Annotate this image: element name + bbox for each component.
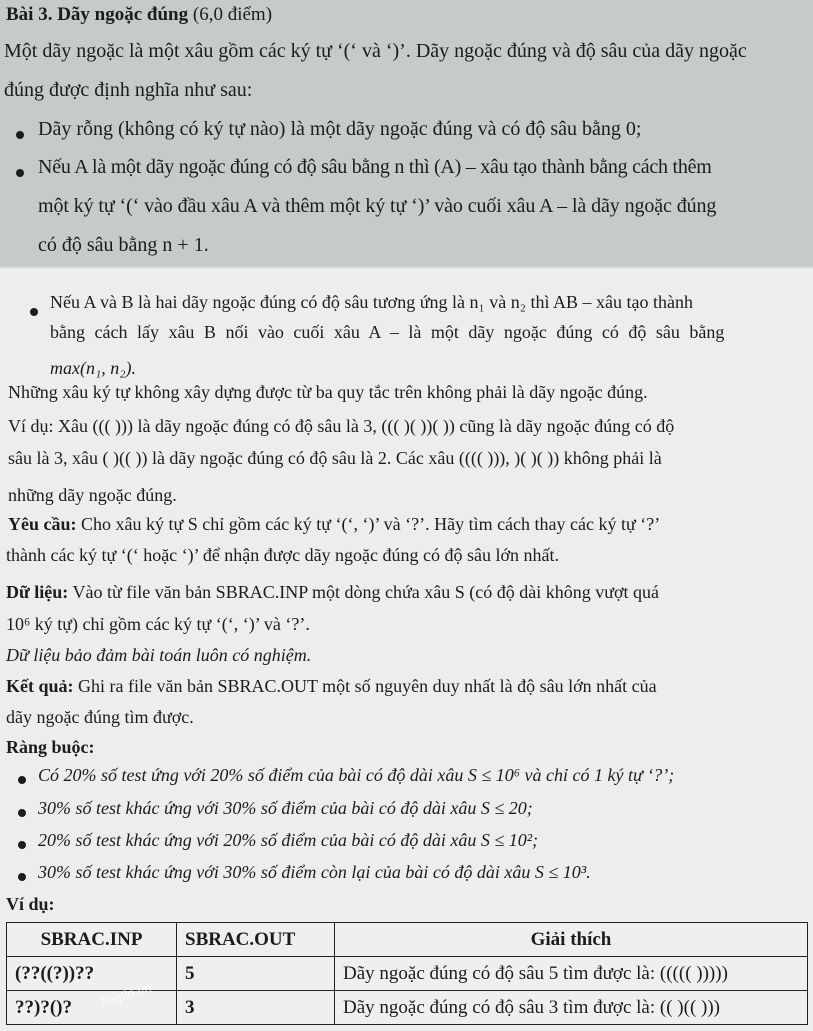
example-line-1: Ví dụ: Xâu ((( ))) là dãy ngoặc đúng có độ sâu là 3, ((( )( ))( )) cũng là dãy ngoặc đúng có độ — [8, 416, 675, 436]
table-cell: ??)?()? — [7, 991, 177, 1025]
table-cell: 5 — [177, 957, 335, 991]
table-cell: Dãy ngoặc đúng có độ sâu 3 tìm được là: (( )(( ))) — [335, 991, 808, 1025]
constraints-label: Ràng buộc: — [6, 737, 95, 757]
output-line-1: Kết quả: Ghi ra file văn bản SBRAC.OUT một số nguyên duy nhất là độ sâu lớn nhất của — [6, 676, 657, 696]
problem-title: Bài 3. Dãy ngoặc đúng (6,0 điểm) — [6, 4, 273, 25]
bullet-icon — [18, 841, 26, 849]
example-line-2: sâu là 3, xâu ( )(( )) là dãy ngoặc đúng có độ sâu là 2. Các xâu (((( ))), )( )( )) không phải là — [8, 448, 662, 468]
constraint-item: 20% số test khác ứng với 20% số điểm của bài có độ dài xâu S ≤ 10²; — [38, 830, 539, 850]
rule-wrap-line-2: một ký tự ‘(‘ vào đầu xâu A và thêm một ký tự ‘)’ vào cuối xâu A – là dãy ngoặc đúng — [38, 195, 717, 217]
constraint-item: Có 20% số test ứng với 20% số điểm của bài có độ dài xâu S ≤ 10⁶ và chỉ có 1 ký tự ‘?’; — [38, 765, 675, 785]
constraint-item: 30% số test khác ứng với 30% số điểm của bài có độ dài xâu S ≤ 20; — [38, 798, 533, 818]
table-cell: 3 — [177, 991, 335, 1025]
intro-line-2: đúng được định nghĩa như sau: — [4, 79, 253, 101]
rule-wrap-line-3: có độ sâu bằng n + 1. — [38, 234, 209, 256]
table-header-cell: SBRAC.INP — [7, 923, 177, 957]
table-header-cell: Giải thích — [335, 923, 808, 957]
bullet-icon — [30, 308, 38, 316]
constraint-item: 30% số test khác ứng với 30% số điểm còn lại của bài có độ dài xâu S ≤ 10³. — [38, 862, 591, 882]
watermark: hsgtin.vn — [98, 980, 154, 1009]
table-cell: Dãy ngoặc đúng có độ sâu 5 tìm được là: ((((( ))))) — [335, 957, 808, 991]
example-label: Ví dụ: — [6, 894, 55, 914]
bullet-icon — [18, 809, 26, 817]
output-line-2: dãy ngoặc đúng tìm được. — [6, 707, 194, 727]
input-line-2: 10⁶ ký tự) chỉ gồm các ký tự ‘(‘, ‘)’ và ‘?’. — [6, 614, 310, 634]
example-line-3: những dãy ngoặc đúng. — [8, 485, 177, 505]
bullet-icon — [18, 776, 26, 784]
requirement-line-1: Yêu cầu: Cho xâu ký tự S chỉ gồm các ký tự ‘(‘, ‘)’ và ‘?’. Hãy tìm cách thay các ký tự ‘?’ — [8, 514, 661, 534]
non-valid-note: Những xâu ký tự không xây dựng được từ ba quy tắc trên không phải là dãy ngoặc đúng. — [8, 382, 648, 402]
rule-empty: Dãy rỗng (không có ký tự nào) là một dãy ngoặc đúng và có độ sâu bằng 0; — [38, 118, 642, 140]
rule-wrap-line-1: Nếu A là một dãy ngoặc đúng có độ sâu bằng n thì (A) – xâu tạo thành bằng cách thêm — [38, 156, 712, 178]
intro-line-1: Một dãy ngoặc là một xâu gồm các ký tự ‘(‘ và ‘)’. Dãy ngoặc đúng và độ sâu của dãy ngoặc — [4, 40, 747, 62]
rule-concat-line-2: bằng cách lấy xâu B nối vào cuối xâu A – là một dãy ngoặc đúng có độ sâu bằng — [50, 322, 725, 342]
example-table — [6, 922, 808, 1025]
requirement-line-2: thành các ký tự ‘(‘ hoặc ‘)’ để nhận được dãy ngoặc đúng có độ sâu lớn nhất. — [6, 545, 560, 565]
input-guarantee: Dữ liệu bảo đảm bài toán luôn có nghiệm. — [6, 645, 312, 665]
input-line-1: Dữ liệu: Vào từ file văn bản SBRAC.INP một dòng chứa xâu S (có độ dài không vượt quá — [6, 582, 660, 602]
table-header-row — [7, 923, 808, 957]
table-cell: (??((?))?? — [7, 957, 177, 991]
table-header-cell: SBRAC.OUT — [177, 923, 335, 957]
rule-concat-line-3: max(n₁, n₂). — [50, 358, 136, 378]
bullet-icon — [16, 169, 24, 177]
bullet-icon — [16, 131, 24, 139]
bullet-icon — [18, 873, 26, 881]
rule-concat-line-1: Nếu A và B là hai dãy ngoặc đúng có độ sâu tương ứng là n₁ và n₂ thì AB – xâu tạo thành — [50, 292, 693, 312]
